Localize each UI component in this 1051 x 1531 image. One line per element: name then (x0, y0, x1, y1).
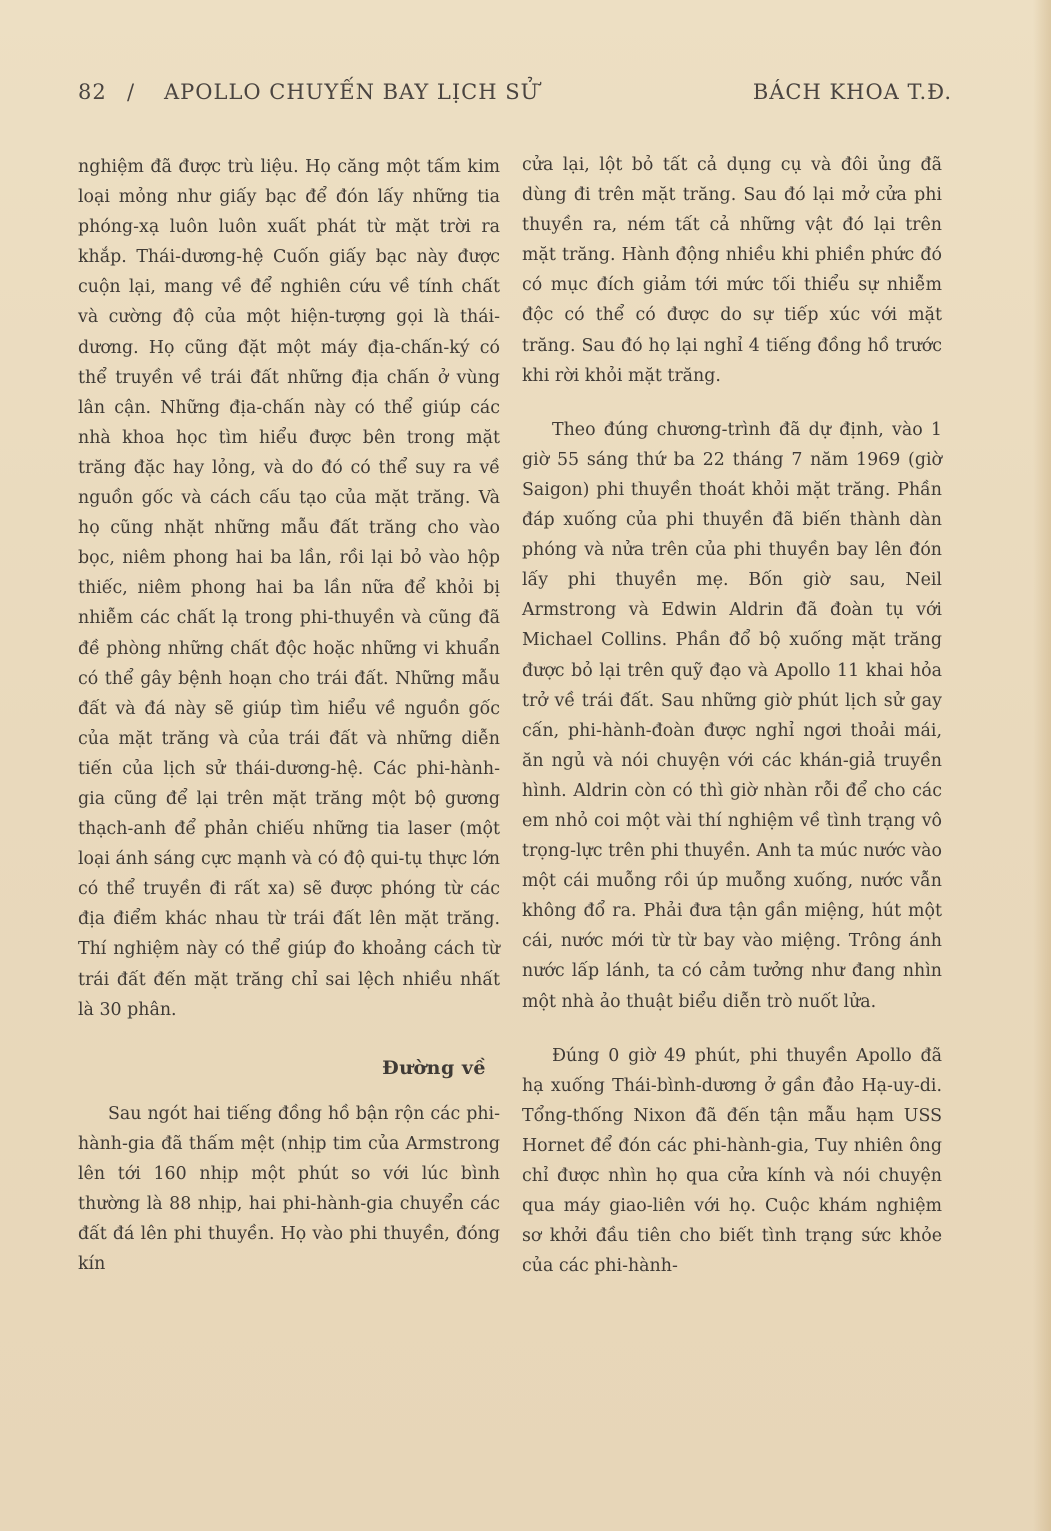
header-separator: / (127, 80, 136, 104)
section-title: Đường về (382, 1056, 486, 1079)
right-paragraph-2: Theo đúng chương-trình đã dự định, vào 1 giờ 55 sáng thứ ba 22 tháng 7 năm 1969 (giờ Saigon) phi thuyền thoát khỏi mặt trăng. Phần đáp xuống của phi thuyền đã biến thành dàn phóng và nửa trên của phi thuyền bay lên đón lấy phi thuyền mẹ. Bốn giờ sau, Neil Armstrong và Edwin Aldrin đã đoàn tụ với Michael Collins. Phần đổ bộ xuống mặt trăng được bỏ lại trên quỹ đạo và Apollo 11 khai hỏa trở về trái đất. Sau những giờ phút lịch sử gay cấn, phi-hành-đoàn được nghỉ ngơi thoải mái, ăn ngủ và nói chuyện với các khán-giả truyền hình. Aldrin còn có thì giờ nhàn rỗi để cho các em nhỏ coi một vài thí nghiệm về tình trạng vô trọng-lực trên phi thuyền. Anh ta múc nước vào một cái muỗng rồi úp muỗng xuống, nước vẫn không đổ ra. Phải đưa tận gần miệng, hút một cái, nước mới từ từ bay vào miệng. Trông ánh nước lấp lánh, ta có cảm tưởng như đang nhìn một nhà ảo thuật biểu diễn trò nuốt lửa. (522, 419, 942, 1012)
page-number: 82 (78, 80, 107, 104)
right-column (522, 150, 942, 1281)
publisher-name: BÁCH KHOA T.Đ. (752, 80, 952, 104)
right-paragraph-1: cửa lại, lột bỏ tất cả dụng cụ và đôi ủng đã dùng đi trên mặt trăng. Sau đó lại mở cửa phi thuyền ra, ném tất cả những vật đó lại trên mặt trăng. Hành động nhiều khi phiền phức đó có mục đích giảm tới mức tối thiểu sự nhiễm độc có thể có được do sự tiếp xúc với mặt trăng. Sau đó họ lại nghỉ 4 tiếng đồng hồ trước khi rời khỏi mặt trăng. (522, 155, 942, 386)
paragraph-gap (522, 1017, 942, 1041)
paragraph-gap (522, 391, 942, 415)
running-header (78, 80, 958, 114)
left-paragraph-1: nghiệm đã được trù liệu. Họ căng một tấm kim loại mỏng như giấy bạc để đón lấy những tia phóng-xạ luôn luôn xuất phát từ mặt trời ra khắp. Thái-dương-hệ Cuốn giấy bạc này được cuộn lại, mang về để nghiên cứu về tính chất và cường độ của một hiện-tượng gọi là thái-dương. Họ cũng đặt một máy địa-chấn-ký có thể truyền về trái đất những địa chấn ở vùng lân cận. Những địa-chấn này có thể giúp các nhà khoa học tìm hiểu được bên trong mặt trăng đặc hay lỏng, và do đó có thể suy ra về nguồn gốc và cách cấu tạo của mặt trăng. Và họ cũng nhặt những mẫu đất trăng cho vào bọc, niêm phong hai ba lần, rồi lại bỏ vào hộp thiếc, niêm phong hai ba lần nữa để khỏi bị nhiễm các chất lạ trong phi-thuyền và cũng đã đề phòng những chất độc hoặc những vi khuẩn có thể gây bệnh hoạn cho trái đất. Những mẫu đất và đá này sẽ giúp tìm hiểu về nguồn gốc của mặt trăng và của trái đất và những diễn tiến của lịch sử thái-dương-hệ. Các phi-hành-gia cũng để lại trên mặt trăng một bộ gương thạch-anh để phản chiếu những tia laser (một loại ánh sáng cực mạnh và có độ qui-tụ thực lớn có thể truyền đi rất xa) sẽ được phóng từ các địa điểm khác nhau từ trái đất lên mặt trăng. Thí nghiệm này có thể giúp đo khoảng cách từ trái đất đến mặt trăng chỉ sai lệch nhiều nhất là 30 phân. (78, 157, 500, 1020)
page-edge-shadow (1033, 0, 1051, 1531)
left-paragraph-2: Sau ngót hai tiếng đồng hồ bận rộn các phi-hành-gia đã thấm mệt (nhịp tim của Armstrong lên tới 160 nhịp một phút so với lúc bình thường là 88 nhịp, hai phi-hành-gia chuyển các đất đá lên phi thuyền. Họ vào phi thuyền, đóng kín (78, 1103, 500, 1275)
right-paragraph-3: Đúng 0 giờ 49 phút, phi thuyền Apollo đã hạ xuống Thái-bình-dương ở gần đảo Hạ-uy-di. Tổng-thống Nixon đã đến tận mẫu hạm USS Hornet để đón các phi-hành-gia, Tuy nhiên ông chỉ được nhìn họ qua cửa kính và nói chuyện qua máy giao-liên với họ. Cuộc khám nghiệm sơ khởi đầu tiên cho biết tình trạng sức khỏe của các phi-hành- (522, 1045, 942, 1277)
book-title: APOLLO CHUYẾN BAY LỊCH SỬ (164, 80, 540, 104)
left-column (78, 152, 500, 1279)
